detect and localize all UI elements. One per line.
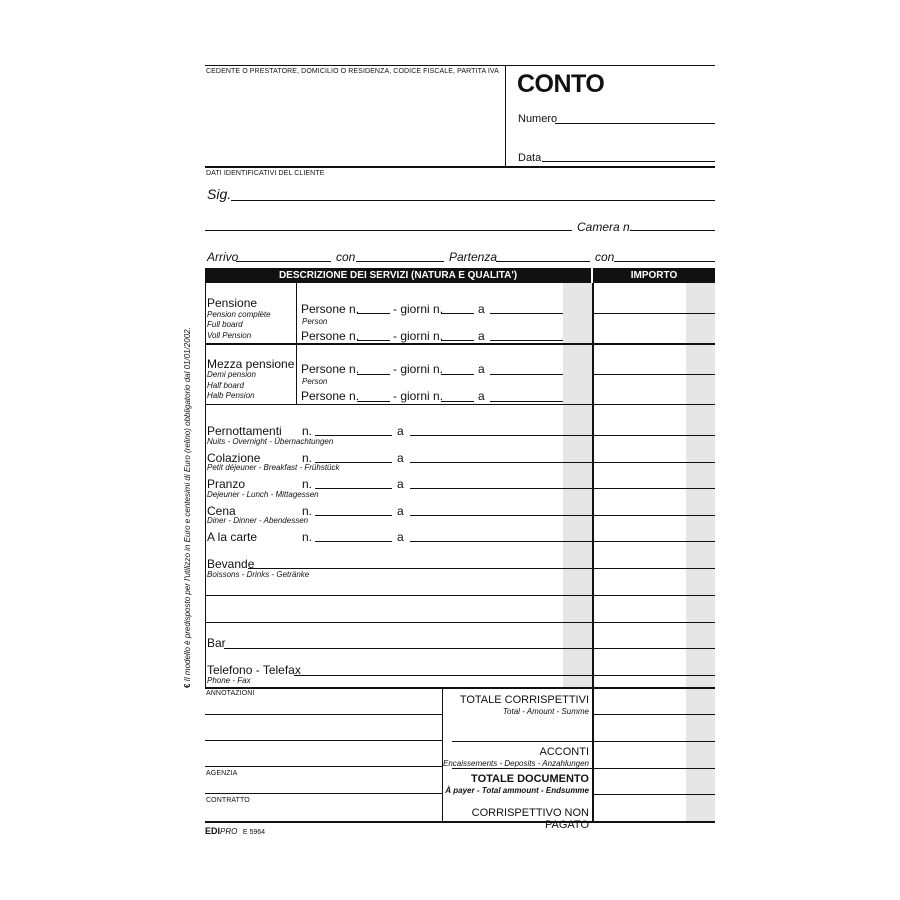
numero-field[interactable] [555, 123, 715, 124]
service-label: A la carte [207, 530, 258, 544]
pensione-giorni-label-2: - giorni n. [393, 329, 444, 343]
partenza-label: Partenza [449, 250, 498, 264]
pensione-giorni-field-2[interactable] [441, 340, 474, 341]
acconti-field[interactable] [593, 768, 715, 769]
service-label: Pranzo [207, 477, 246, 491]
service-sub: Diner - Dinner - Abendessen [207, 516, 309, 525]
bevande-field[interactable] [248, 568, 592, 569]
data-label: Data [518, 152, 542, 164]
pensione-persone-field[interactable] [357, 313, 390, 314]
pensione-persone-field-2[interactable] [357, 340, 390, 341]
mezza-sub3: Halb Pension [207, 391, 255, 400]
service-a-field[interactable] [410, 462, 592, 463]
mezza-persone-field-2[interactable] [357, 401, 390, 402]
pensione-persone-label: Persone n. [301, 302, 360, 316]
service-n-label: n. [302, 424, 313, 438]
service-label: Colazione [207, 451, 261, 465]
euro-icon: € [183, 683, 192, 688]
totale-documento-label: TOTALE DOCUMENTO [471, 773, 589, 785]
partenza-field[interactable] [496, 261, 590, 262]
mezza-a-field-2[interactable] [490, 401, 563, 402]
totale-documento-field[interactable] [593, 794, 715, 795]
service-n-label: n. [302, 504, 313, 518]
con-field-1[interactable] [356, 261, 444, 262]
service-a-label: a [397, 424, 404, 438]
client-caption: DATI IDENTIFICATIVI DEL CLIENTE [206, 170, 325, 177]
sig-field[interactable] [231, 200, 715, 201]
bevande-label: Bevande [207, 557, 255, 571]
mezza-sub1: Demi pension [207, 370, 256, 379]
service-a-field[interactable] [410, 515, 592, 516]
service-n-field[interactable] [315, 435, 392, 436]
form-code: E 5964 [242, 829, 266, 836]
agenzia-label: AGENZIA [206, 770, 238, 777]
camera-label: Camera n. [577, 220, 634, 234]
mezza-persone-label-2: Persone n. [301, 389, 360, 403]
sig-label: Sig. [207, 186, 232, 202]
pensione-sub2: Full board [207, 320, 243, 329]
service-n-label: n. [302, 530, 313, 544]
service-a-field[interactable] [410, 488, 592, 489]
service-n-label: n. [302, 451, 313, 465]
bar-field[interactable] [224, 648, 715, 649]
acconti-sub: Encaissements - Deposits - Anzahlungen [443, 759, 589, 768]
mezza-giorni-label: - giorni n. [393, 362, 444, 376]
pensione-giorni-label: - giorni n. [393, 302, 444, 316]
con-field-2[interactable] [614, 261, 715, 262]
totale-documento-sub: À payer - Total ammount - Endsumme [445, 786, 589, 795]
totale-corrispettivi-label: TOTALE CORRISPETTIVI [459, 694, 589, 706]
mezza-giorni-field[interactable] [441, 374, 474, 375]
bar-label: Bar [207, 636, 226, 650]
arrivo-field[interactable] [236, 261, 331, 262]
form-title: CONTO [517, 70, 605, 98]
mezza-a-field[interactable] [490, 374, 563, 375]
pensione-giorni-field[interactable] [441, 313, 474, 314]
mezza-giorni-label-2: - giorni n. [393, 389, 444, 403]
mezza-title: Mezza pensione [207, 357, 295, 371]
mezza-person-sub: Person [302, 377, 328, 386]
pensione-persone-label-2: Persone n. [301, 329, 360, 343]
data-field[interactable] [542, 161, 715, 162]
pensione-sub3: Voll Pension [207, 331, 252, 340]
telefono-label: Telefono - Telefax [207, 663, 301, 677]
pensione-sub1: Pension complète [207, 310, 271, 319]
mezza-a-label-2: a [478, 389, 485, 403]
telefono-sub: Phone - Fax [207, 676, 251, 685]
service-a-label: a [397, 530, 404, 544]
con-label-2: con [595, 250, 615, 264]
pensione-a-label: a [478, 302, 485, 316]
pensione-title: Pensione [207, 296, 258, 310]
mezza-persone-label: Persone n. [301, 362, 360, 376]
pensione-person-sub: Person [302, 317, 328, 326]
service-a-label: a [397, 504, 404, 518]
camera-field[interactable] [630, 230, 715, 231]
service-label: Cena [207, 504, 236, 518]
desc-header: DESCRIZIONE DEI SERVIZI (NATURA E QUALITA') [205, 268, 591, 283]
arrivo-label: Arrivo [207, 250, 239, 264]
service-sub: Dejeuner - Lunch - Mittagessen [207, 490, 319, 499]
annotazioni-line[interactable] [205, 740, 442, 741]
blank-line[interactable] [205, 595, 715, 596]
pensione-a-field[interactable] [490, 313, 563, 314]
pensione-a-label-2: a [478, 329, 485, 343]
service-n-label: n. [302, 477, 313, 491]
totale-corrispettivi-field[interactable] [593, 714, 715, 715]
telefono-field[interactable] [294, 675, 715, 676]
brand-name: EDI [205, 826, 221, 836]
pensione-a-field-2[interactable] [490, 340, 563, 341]
non-pagato-label: CORRISPETTIVO NON PAGATO [471, 807, 589, 831]
service-a-field[interactable] [410, 435, 592, 436]
service-n-field[interactable] [315, 515, 392, 516]
side-note [183, 327, 192, 688]
mezza-a-label: a [478, 362, 485, 376]
mezza-giorni-field-2[interactable] [441, 401, 474, 402]
service-n-field[interactable] [315, 462, 392, 463]
con-label-1: con [336, 250, 356, 264]
numero-label: Numero [518, 113, 558, 125]
brand-name-2: PRO [220, 827, 238, 836]
contratto-label: CONTRATTO [206, 797, 250, 804]
service-n-field[interactable] [315, 488, 392, 489]
service-a-label: a [397, 451, 404, 465]
bevande-sub: Boissons - Drinks - Getränke [207, 570, 310, 579]
seller-caption: CEDENTE O PRESTATORE, DOMICILIO O RESIDENZA, CODICE FISCALE, PARTITA IVA [206, 68, 499, 75]
service-a-field[interactable] [410, 541, 592, 542]
client-line[interactable] [205, 230, 572, 231]
blank-line[interactable] [205, 622, 715, 623]
service-a-label: a [397, 477, 404, 491]
service-n-field[interactable] [315, 541, 392, 542]
importo-header: IMPORTO [593, 268, 715, 283]
acconti-label: ACCONTI [539, 746, 589, 758]
brand-logo [205, 826, 265, 836]
service-sub: Nuits - Overnight - Übernachtungen [207, 437, 334, 446]
totale-corrispettivi-sub: Total - Amount - Summe [502, 707, 589, 716]
mezza-sub2: Half board [207, 381, 244, 390]
service-label: Pernottamenti [207, 424, 282, 438]
mezza-persone-field[interactable] [357, 374, 390, 375]
annotazioni-label: ANNOTAZIONI [206, 690, 255, 697]
annotazioni-line[interactable] [205, 714, 442, 715]
service-sub: Petit déjeuner - Breakfast - Frühstück [207, 463, 340, 472]
side-note-text: Il modello è predisposto per l'utilizzo in Euro e centesimi di Euro (relino) obbligatorio dal 01/01/2002. [183, 327, 192, 682]
